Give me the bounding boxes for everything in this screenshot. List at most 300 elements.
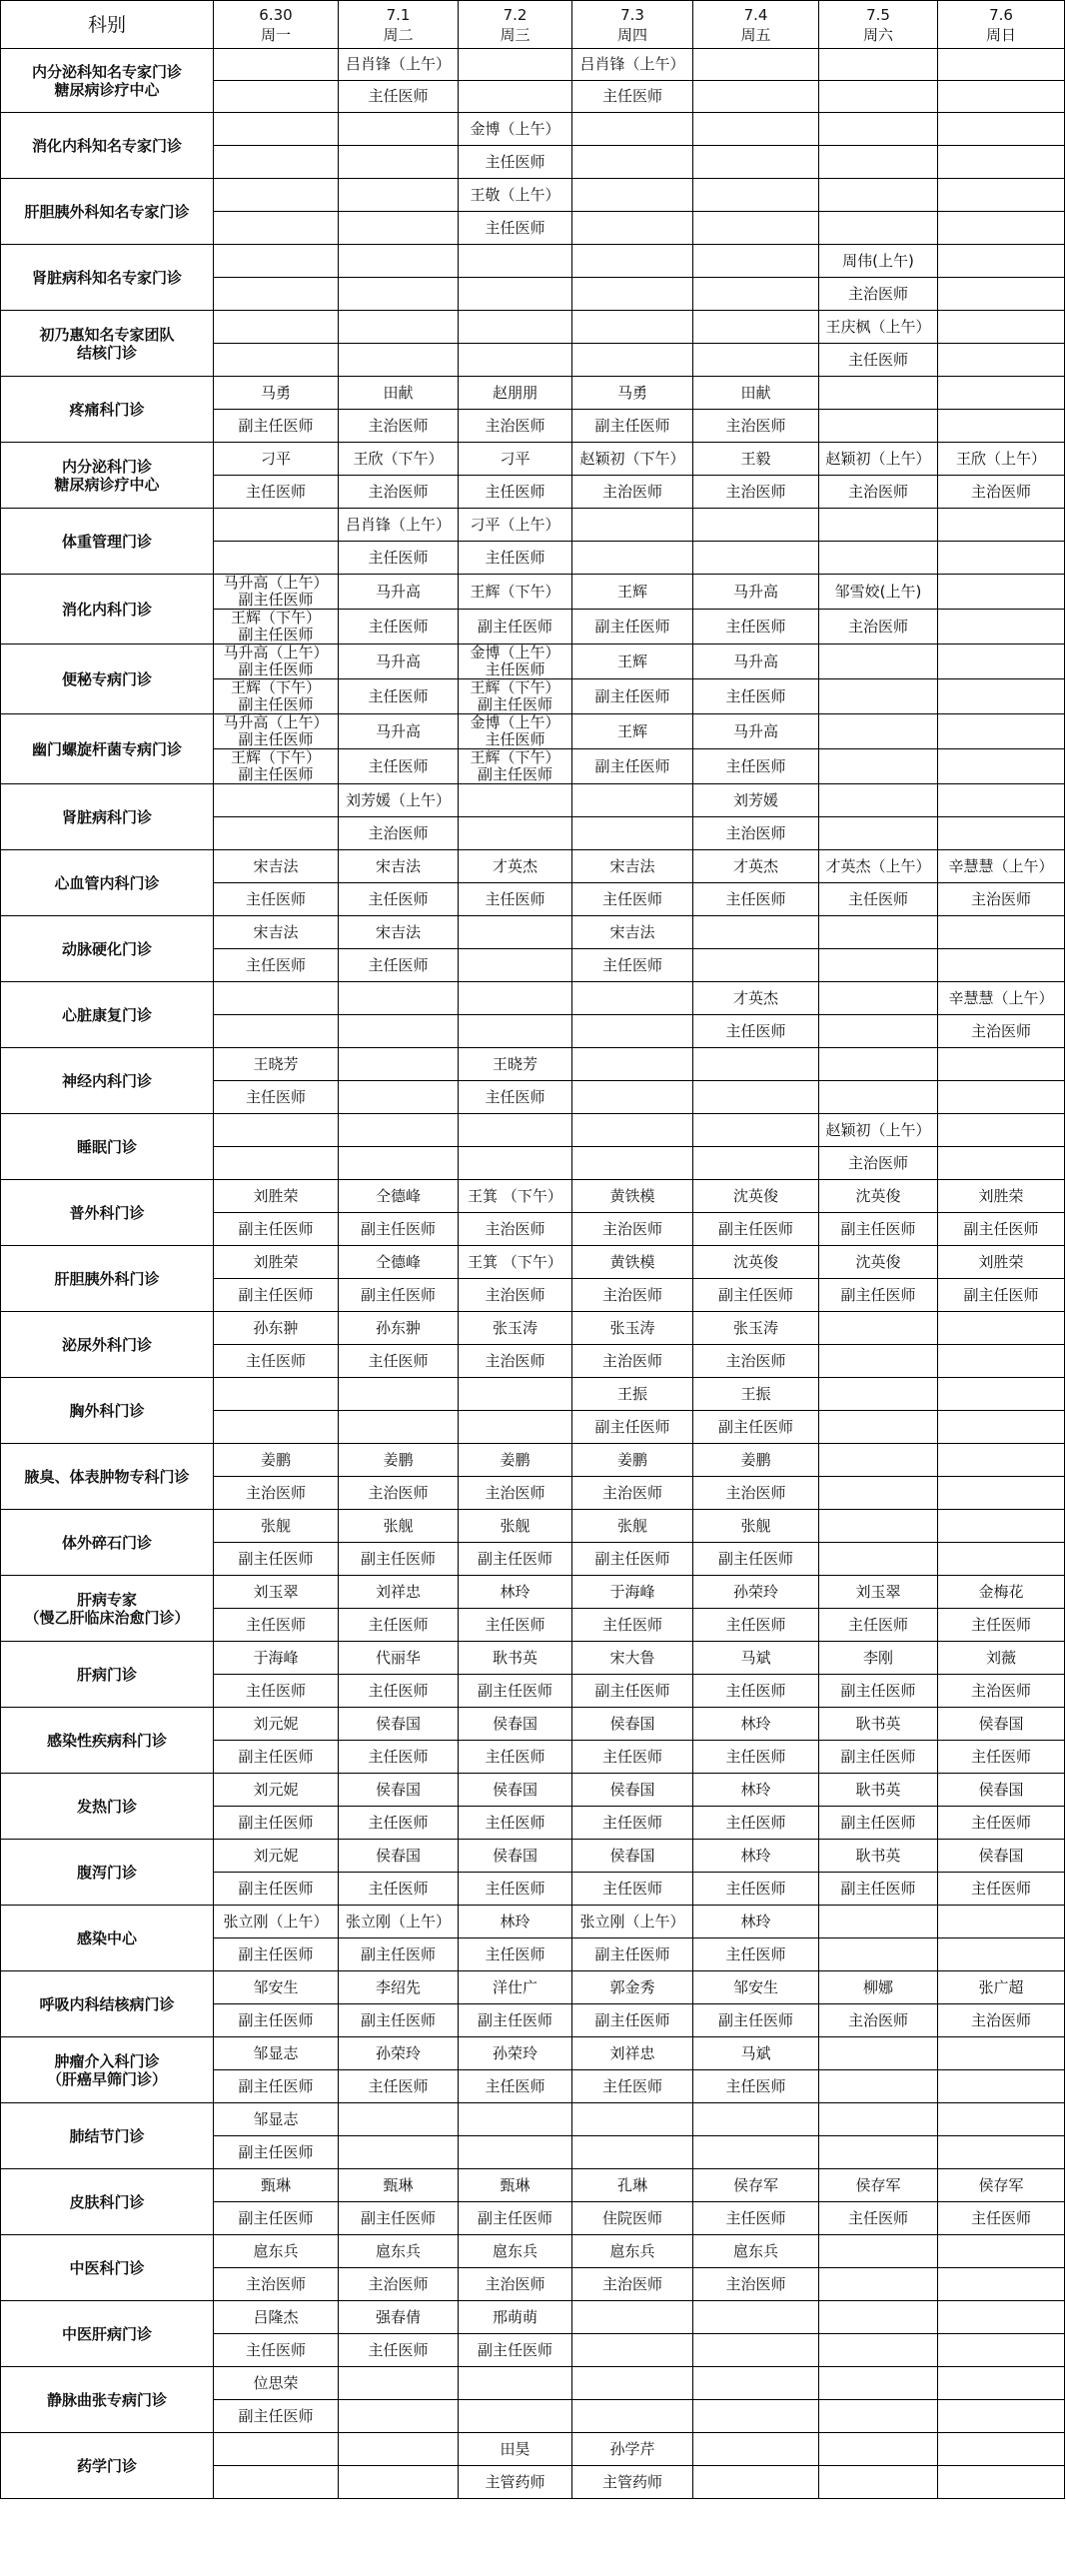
schedule-row [1, 784, 1065, 817]
title-cell [938, 2268, 1065, 2301]
title-cell [459, 1147, 572, 1180]
title-cell: 主治医师 [459, 2268, 572, 2301]
doctor-cell: 王振 [693, 1378, 819, 1411]
department-name: 发热门诊 [1, 1774, 214, 1840]
doctor-cell: 耿书英 [819, 1708, 938, 1741]
doctor-cell: 刘元妮 [214, 1774, 339, 1807]
department-name: 腋臭、体表肿物专科门诊 [1, 1444, 214, 1510]
department-name: 胸外科门诊 [1, 1378, 214, 1444]
header-row [1, 1, 1065, 49]
doctor-cell: 张舰 [339, 1510, 459, 1543]
title-cell [693, 949, 819, 982]
doctor-cell: 王箕 （下午） [459, 1246, 572, 1279]
schedule-row [1, 1180, 1065, 1213]
department-name: 肝胆胰外科知名专家门诊 [1, 179, 214, 245]
day-weekday: 周二 [383, 25, 414, 44]
doctor-cell: 张舰 [572, 1510, 693, 1543]
doctor-cell [459, 1378, 572, 1411]
doctor-cell: 刘玉翠 [214, 1576, 339, 1609]
title-cell [938, 749, 1065, 784]
doctor-cell: 林玲 [693, 1708, 819, 1741]
title-cell: 副主任医师 [214, 1873, 339, 1906]
title-cell: 副主任医师 [819, 1675, 938, 1708]
title-cell: 主任医师 [339, 1873, 459, 1906]
title-cell [693, 2400, 819, 2433]
doctor-cell: 马勇 [214, 377, 339, 410]
department-name: 幽门螺旋杆菌专病门诊 [1, 714, 214, 784]
title-cell: 主任医师 [339, 81, 459, 113]
title-cell: 主治医师 [572, 1213, 693, 1246]
doctor-cell [938, 714, 1065, 749]
schedule-row [1, 644, 1065, 679]
title-cell [938, 410, 1065, 443]
doctor-cell: 侯存军 [819, 2169, 938, 2202]
title-cell: 主任医师 [339, 949, 459, 982]
title-cell [214, 1015, 339, 1048]
doctor-cell: 宋大鲁 [572, 1642, 693, 1675]
doctor-cell [572, 1048, 693, 1081]
title-cell [214, 817, 339, 850]
doctor-cell: 吕肖锋（上午） [339, 509, 459, 542]
title-cell [572, 146, 693, 179]
doctor-cell [459, 49, 572, 81]
title-cell: 主任医师 [214, 1675, 339, 1708]
title-cell: 主任医师 [339, 1345, 459, 1378]
doctor-cell: 孙荣玲 [693, 1576, 819, 1609]
doctor-cell: 侯春国 [572, 1840, 693, 1873]
title-cell [214, 146, 339, 179]
doctor-cell [214, 179, 339, 212]
title-cell: 副主任医师 [572, 1938, 693, 1971]
title-cell [339, 1015, 459, 1048]
doctor-cell [938, 1906, 1065, 1938]
doctor-cell: 王辉（下午） [459, 575, 572, 610]
title-cell [938, 1477, 1065, 1510]
doctor-cell [339, 2103, 459, 2136]
doctor-cell: 王辉 [572, 644, 693, 679]
title-cell [572, 2334, 693, 2367]
title-cell: 主治医师 [938, 476, 1065, 509]
doctor-cell [572, 2367, 693, 2400]
doctor-cell [214, 784, 339, 817]
schedule-row [1, 1378, 1065, 1411]
title-cell [938, 2334, 1065, 2367]
doctor-cell: 刘胜荣 [214, 1246, 339, 1279]
doctor-cell: 侯春国 [459, 1708, 572, 1741]
title-cell: 主管药师 [459, 2466, 572, 2499]
title-cell: 主任医师 [693, 883, 819, 916]
doctor-cell [693, 49, 819, 81]
schedule-row [1, 575, 1065, 610]
doctor-cell: 王振 [572, 1378, 693, 1411]
title-cell: 主治医师 [339, 817, 459, 850]
doctor-cell: 洋仕广 [459, 1971, 572, 2004]
title-cell [214, 212, 339, 245]
title-cell: 主任医师 [339, 883, 459, 916]
doctor-cell: 刘元妮 [214, 1840, 339, 1873]
doctor-cell: 马升高 [693, 575, 819, 610]
title-cell [693, 278, 819, 311]
title-cell: 主任医师 [339, 2334, 459, 2367]
title-cell: 主任医师 [572, 2070, 693, 2103]
title-cell: 副主任医师 [572, 679, 693, 714]
doctor-cell: 田献 [693, 377, 819, 410]
title-cell: 主治医师 [819, 1147, 938, 1180]
day-weekday: 周日 [985, 25, 1016, 44]
title-cell: 王辉（下午） 副主任医师 [214, 679, 339, 714]
title-cell: 主任医师 [214, 1609, 339, 1642]
department-name: 消化内科门诊 [1, 575, 214, 644]
doctor-cell [819, 113, 938, 146]
title-cell [572, 2136, 693, 2169]
doctor-cell: 张玉涛 [693, 1312, 819, 1345]
title-cell [459, 278, 572, 311]
schedule-row [1, 179, 1065, 212]
doctor-cell: 张立刚（上午） [214, 1906, 339, 1938]
title-cell [693, 2334, 819, 2367]
doctor-cell [819, 509, 938, 542]
title-cell [693, 2466, 819, 2499]
title-cell: 主任医师 [214, 949, 339, 982]
title-cell [819, 1081, 938, 1114]
doctor-cell: 邹显志 [214, 2103, 339, 2136]
doctor-cell [938, 113, 1065, 146]
title-cell: 主任医师 [572, 1807, 693, 1840]
title-cell [572, 1015, 693, 1048]
title-cell [459, 1015, 572, 1048]
title-cell [819, 1477, 938, 1510]
doctor-cell: 金博（上午） [459, 113, 572, 146]
title-cell [819, 2070, 938, 2103]
schedule-row [1, 916, 1065, 949]
doctor-cell: 侯春国 [572, 1708, 693, 1741]
department-name: 体重管理门诊 [1, 509, 214, 575]
schedule-row [1, 1971, 1065, 2004]
doctor-cell [214, 311, 339, 344]
department-name: 中医肝病门诊 [1, 2301, 214, 2367]
department-name: 内分泌科知名专家门诊 糖尿病诊疗中心 [1, 49, 214, 113]
title-cell [938, 1147, 1065, 1180]
doctor-cell: 金博（上午） 主任医师 [459, 644, 572, 679]
doctor-cell: 刁平 [214, 443, 339, 476]
title-cell [572, 1147, 693, 1180]
day-header-wed [459, 1, 572, 49]
title-cell: 主任医师 [572, 1873, 693, 1906]
doctor-cell [693, 1048, 819, 1081]
doctor-cell: 马升高（上午） 副主任医师 [214, 644, 339, 679]
title-cell [938, 1543, 1065, 1576]
doctor-cell: 侯春国 [459, 1774, 572, 1807]
title-cell: 主治医师 [938, 883, 1065, 916]
title-cell [339, 344, 459, 377]
title-cell: 主任医师 [339, 1675, 459, 1708]
schedule-row [1, 2235, 1065, 2268]
doctor-cell [693, 2433, 819, 2466]
title-cell: 主任医师 [693, 1015, 819, 1048]
title-cell: 副主任医师 [339, 2004, 459, 2037]
doctor-cell: 邹显志 [214, 2037, 339, 2070]
doctor-cell: 刁平 [459, 443, 572, 476]
title-cell: 副主任医师 [938, 1279, 1065, 1312]
doctor-cell: 刘薇 [938, 1642, 1065, 1675]
doctor-cell [459, 1114, 572, 1147]
schedule-row [1, 1774, 1065, 1807]
title-cell: 主治医师 [693, 1477, 819, 1510]
title-cell: 副主任医师 [214, 1543, 339, 1576]
department-name: 肿瘤介入科门诊 （肝癌早筛门诊） [1, 2037, 214, 2103]
title-cell [339, 212, 459, 245]
doctor-cell: 刘芳媛 [693, 784, 819, 817]
title-cell: 副主任医师 [339, 1543, 459, 1576]
title-cell [339, 146, 459, 179]
doctor-cell: 张玉涛 [459, 1312, 572, 1345]
title-cell [572, 817, 693, 850]
title-cell [339, 2400, 459, 2433]
department-name: 肝胆胰外科门诊 [1, 1246, 214, 1312]
schedule-row [1, 982, 1065, 1015]
title-cell: 副主任医师 [572, 1543, 693, 1576]
doctor-cell: 王敬（上午） [459, 179, 572, 212]
title-cell: 主任医师 [459, 212, 572, 245]
day-header-sun [938, 1, 1065, 49]
title-cell: 副主任医师 [693, 1411, 819, 1444]
day-date: 7.2 [503, 5, 528, 24]
title-cell [938, 679, 1065, 714]
doctor-cell [819, 644, 938, 679]
doctor-cell: 沈英俊 [819, 1246, 938, 1279]
department-name: 内分泌科门诊 糖尿病诊疗中心 [1, 443, 214, 509]
doctor-cell: 侯存军 [938, 2169, 1065, 2202]
doctor-cell: 仝德峰 [339, 1246, 459, 1279]
doctor-cell [693, 245, 819, 278]
doctor-cell: 邹安生 [214, 1971, 339, 2004]
department-column-header: 科别 [1, 1, 214, 49]
doctor-cell: 王庆枫（上午） [819, 311, 938, 344]
title-cell: 主任医师 [214, 883, 339, 916]
title-cell: 主任医师 [214, 1345, 339, 1378]
doctor-cell: 强春倩 [339, 2301, 459, 2334]
schedule-row [1, 443, 1065, 476]
title-cell: 主任医师 [339, 1807, 459, 1840]
title-cell: 副主任医师 [572, 610, 693, 644]
doctor-cell [459, 311, 572, 344]
doctor-cell: 辛慧慧（上午） [938, 850, 1065, 883]
doctor-cell: 刘胜荣 [938, 1246, 1065, 1279]
title-cell [819, 1411, 938, 1444]
doctor-cell: 林玲 [459, 1576, 572, 1609]
title-cell: 主任医师 [693, 749, 819, 784]
doctor-cell: 林玲 [693, 1774, 819, 1807]
schedule-row [1, 2169, 1065, 2202]
doctor-cell [938, 2367, 1065, 2400]
title-cell [819, 2400, 938, 2433]
doctor-cell: 刘祥忠 [572, 2037, 693, 2070]
title-cell [938, 278, 1065, 311]
doctor-cell: 侯春国 [938, 1840, 1065, 1873]
schedule-row [1, 1906, 1065, 1938]
department-name: 心血管内科门诊 [1, 850, 214, 916]
title-cell: 主任医师 [819, 883, 938, 916]
doctor-cell: 林玲 [693, 1840, 819, 1873]
day-header-mon [214, 1, 339, 49]
doctor-cell: 王辉 [572, 575, 693, 610]
department-name: 肺结节门诊 [1, 2103, 214, 2169]
title-cell [938, 949, 1065, 982]
doctor-cell [938, 2037, 1065, 2070]
title-cell: 副主任医师 [693, 1213, 819, 1246]
title-cell: 副主任医师 [693, 2004, 819, 2037]
department-name: 肝病门诊 [1, 1642, 214, 1708]
doctor-cell [214, 982, 339, 1015]
title-cell [459, 344, 572, 377]
title-cell [938, 212, 1065, 245]
doctor-cell: 代丽华 [339, 1642, 459, 1675]
doctor-cell: 甄琳 [459, 2169, 572, 2202]
doctor-cell [693, 1114, 819, 1147]
doctor-cell [214, 1378, 339, 1411]
doctor-cell: 宋吉法 [339, 850, 459, 883]
title-cell [938, 2136, 1065, 2169]
doctor-cell: 孙荣玲 [459, 2037, 572, 2070]
doctor-cell [819, 2367, 938, 2400]
title-cell: 主任医师 [693, 610, 819, 644]
doctor-cell [339, 1378, 459, 1411]
doctor-cell [819, 1444, 938, 1477]
doctor-cell: 王辉 [572, 714, 693, 749]
title-cell: 副主任医师 [214, 1279, 339, 1312]
doctor-cell: 扈东兵 [459, 2235, 572, 2268]
doctor-cell [339, 2433, 459, 2466]
doctor-cell: 才英杰 [693, 982, 819, 1015]
doctor-cell: 赵朋朋 [459, 377, 572, 410]
doctor-cell: 姜鹏 [339, 1444, 459, 1477]
title-cell: 主治医师 [693, 1345, 819, 1378]
department-name: 感染中心 [1, 1906, 214, 1971]
title-cell: 主任医师 [339, 749, 459, 784]
doctor-cell [938, 1378, 1065, 1411]
schedule-row [1, 1444, 1065, 1477]
doctor-cell: 耿书英 [819, 1840, 938, 1873]
title-cell: 副主任医师 [214, 1741, 339, 1774]
doctor-cell: 耿书英 [819, 1774, 938, 1807]
schedule-row [1, 311, 1065, 344]
doctor-cell: 邹安生 [693, 1971, 819, 2004]
title-cell: 主任医师 [339, 542, 459, 575]
doctor-cell: 于海峰 [572, 1576, 693, 1609]
doctor-cell [938, 784, 1065, 817]
doctor-cell: 侯春国 [339, 1840, 459, 1873]
doctor-cell [339, 2367, 459, 2400]
title-cell [938, 344, 1065, 377]
schedule-body [1, 49, 1065, 2499]
doctor-cell [938, 644, 1065, 679]
doctor-cell: 王欣（上午） [938, 443, 1065, 476]
title-cell: 主任医师 [214, 1081, 339, 1114]
schedule-row [1, 509, 1065, 542]
doctor-cell [572, 179, 693, 212]
title-cell: 主任医师 [693, 2070, 819, 2103]
title-cell: 主任医师 [459, 1741, 572, 1774]
doctor-cell: 沈英俊 [693, 1180, 819, 1213]
doctor-cell [339, 113, 459, 146]
doctor-cell: 姜鹏 [459, 1444, 572, 1477]
title-cell: 王辉（下午） 副主任医师 [214, 610, 339, 644]
title-cell: 主任医师 [938, 1609, 1065, 1642]
title-cell [459, 817, 572, 850]
title-cell [693, 81, 819, 113]
title-cell: 主治医师 [214, 2268, 339, 2301]
title-cell [459, 949, 572, 982]
title-cell [459, 2400, 572, 2433]
title-cell [938, 1081, 1065, 1114]
title-cell: 主治医师 [572, 2268, 693, 2301]
title-cell: 副主任医师 [339, 1279, 459, 1312]
title-cell: 主治医师 [572, 1477, 693, 1510]
doctor-cell: 王晓芳 [214, 1048, 339, 1081]
doctor-cell [572, 113, 693, 146]
doctor-cell: 姜鹏 [572, 1444, 693, 1477]
doctor-cell: 吕肖锋（上午） [339, 49, 459, 81]
department-name: 药学门诊 [1, 2433, 214, 2499]
title-cell: 主治医师 [938, 2004, 1065, 2037]
title-cell [572, 1081, 693, 1114]
schedule-row [1, 1246, 1065, 1279]
title-cell: 主治医师 [339, 2268, 459, 2301]
title-cell [938, 1411, 1065, 1444]
doctor-cell: 田昊 [459, 2433, 572, 2466]
doctor-cell: 马升高（上午） 副主任医师 [214, 714, 339, 749]
schedule-row [1, 2103, 1065, 2136]
title-cell [572, 2400, 693, 2433]
doctor-cell [339, 1048, 459, 1081]
title-cell [819, 81, 938, 113]
title-cell [214, 1411, 339, 1444]
doctor-cell: 沈英俊 [693, 1246, 819, 1279]
title-cell [819, 1938, 938, 1971]
title-cell: 主任医师 [214, 476, 339, 509]
department-name: 动脉硬化门诊 [1, 916, 214, 982]
doctor-cell [693, 113, 819, 146]
title-cell: 副主任医师 [459, 2004, 572, 2037]
doctor-cell: 刘芳媛（上午） [339, 784, 459, 817]
doctor-cell: 李刚 [819, 1642, 938, 1675]
title-cell: 主治医师 [693, 410, 819, 443]
title-cell [339, 278, 459, 311]
doctor-cell: 吕肖锋（上午） [572, 49, 693, 81]
department-name: 中医科门诊 [1, 2235, 214, 2301]
title-cell: 主任医师 [459, 1807, 572, 1840]
title-cell: 副主任医师 [819, 1873, 938, 1906]
doctor-cell [938, 2235, 1065, 2268]
doctor-cell [459, 2367, 572, 2400]
schedule-row [1, 2367, 1065, 2400]
doctor-cell: 孙东翀 [214, 1312, 339, 1345]
title-cell: 副主任医师 [572, 410, 693, 443]
doctor-cell [938, 2103, 1065, 2136]
title-cell: 主治医师 [459, 1477, 572, 1510]
day-header-sat [819, 1, 938, 49]
schedule-row [1, 1114, 1065, 1147]
department-name: 肾脏病科门诊 [1, 784, 214, 850]
department-name: 泌尿外科门诊 [1, 1312, 214, 1378]
title-cell: 主治医师 [819, 610, 938, 644]
department-name: 感染性疾病科门诊 [1, 1708, 214, 1774]
doctor-cell: 甄琳 [339, 2169, 459, 2202]
title-cell [938, 817, 1065, 850]
doctor-cell [938, 575, 1065, 610]
doctor-cell: 李绍先 [339, 1971, 459, 2004]
title-cell [214, 1147, 339, 1180]
